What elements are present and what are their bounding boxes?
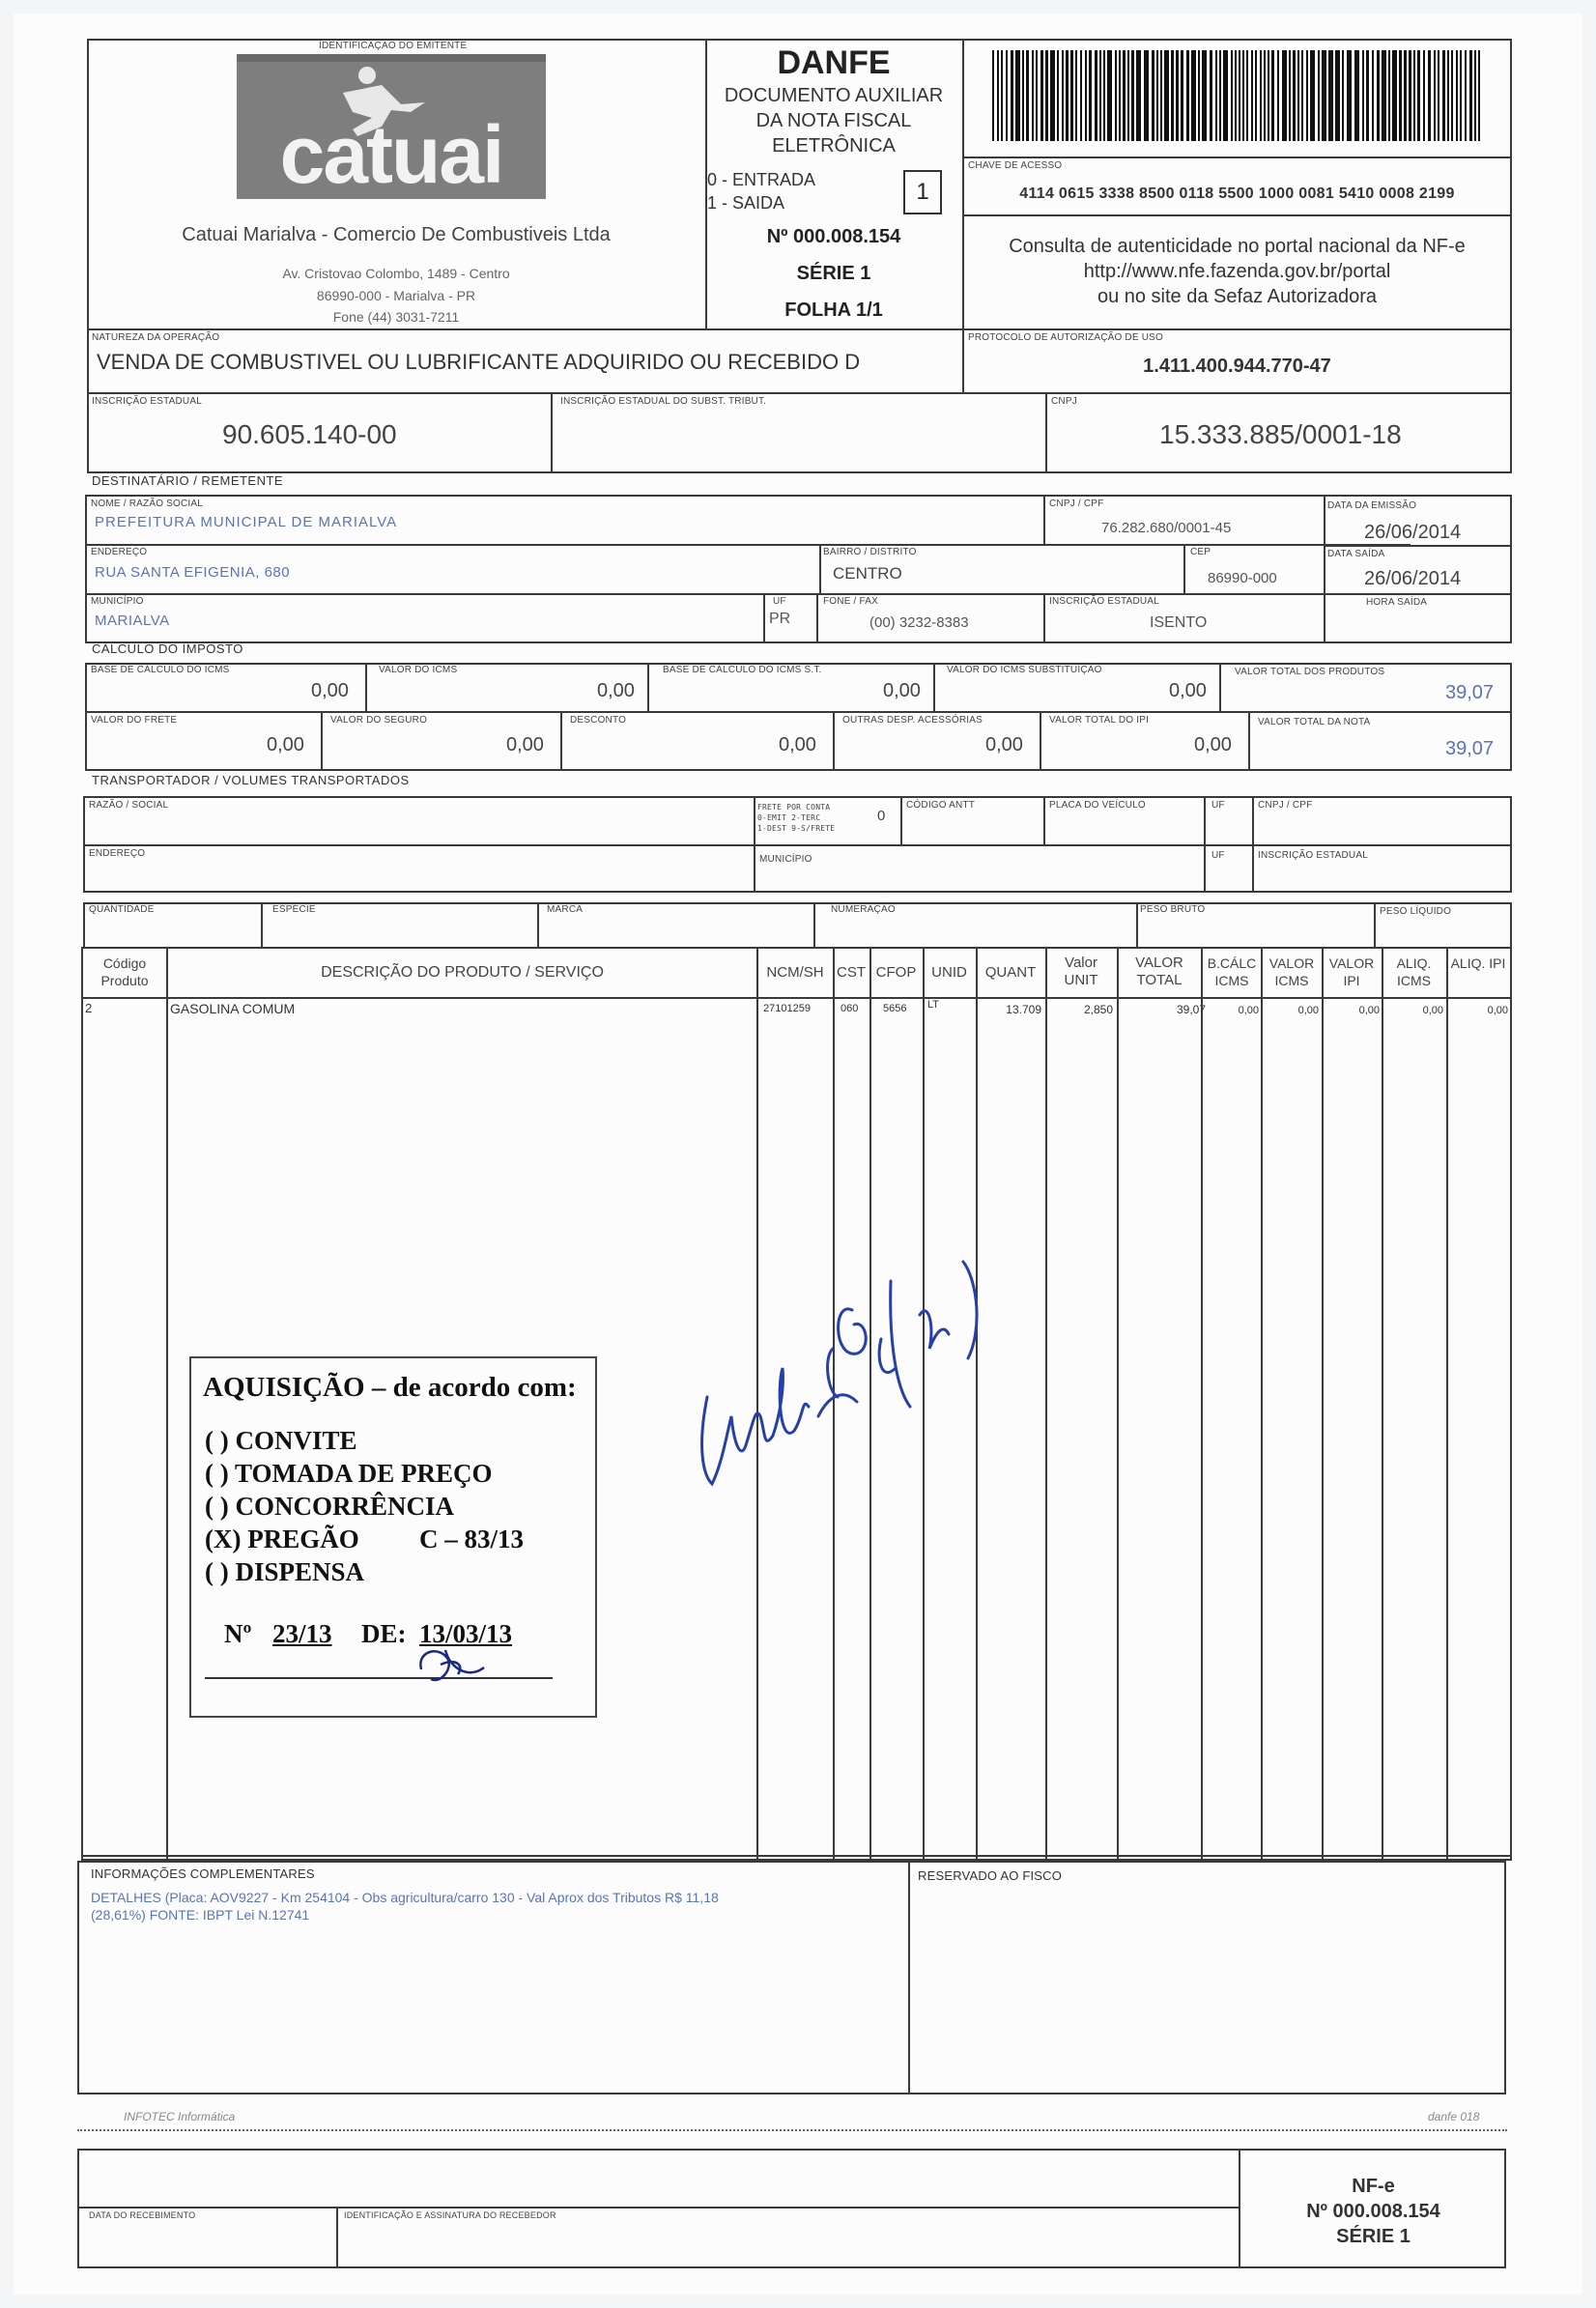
danfe-title: DANFE	[777, 44, 891, 81]
dest-ie-label: INSCRIÇÃO ESTADUAL	[1049, 596, 1159, 607]
complementares-text-1: DETALHES (Placa: AOV9227 - Km 254104 - Obs agricultura/carro 130 - Val Aprox dos Tributos R$ 11,18	[91, 1890, 719, 1905]
dest-bairro-label: BAIRRO / DISTRITO	[823, 547, 917, 557]
consulta-line-2: http://www.nfe.fazenda.gov.br/portal	[1083, 261, 1391, 282]
dest-endereco-label: ENDEREÇO	[91, 547, 148, 557]
company-address-2: 86990-000 - Marialva - PR	[316, 288, 476, 303]
base-icms-label: BASE DE CÁLCULO DO ICMS	[91, 665, 230, 675]
dest-endereco: RUA SANTA EFIGENIA, 680	[95, 564, 291, 581]
row-cfop: 5656	[883, 1003, 907, 1014]
th-aicms: ALIQ. ICMS	[1396, 955, 1432, 988]
logo-text: catuai	[279, 109, 503, 200]
th-vunit: Valor UNIT	[1064, 955, 1098, 988]
danfe-subtitle-1: DOCUMENTO AUXILIAR	[724, 85, 944, 106]
transp-ie-label: INSCRIÇÃO ESTADUAL	[1258, 850, 1368, 861]
desconto-label: DESCONTO	[570, 715, 627, 726]
destinatario-section: DESTINATÁRIO / REMETENTE	[92, 473, 284, 488]
frete-conta-1: FRETE POR CONTA	[757, 803, 831, 812]
danfe-template-id: danfe 018	[1428, 2110, 1480, 2123]
complementares-text-2: (28,61%) FONTE: IBPT Lei N.12741	[91, 1907, 310, 1923]
company-address-1: Av. Cristovao Colombo, 1489 - Centro	[282, 266, 510, 281]
th-vipi: VALOR IPI	[1328, 955, 1375, 988]
dest-cep: 86990-000	[1208, 570, 1277, 586]
stamp-num: 23/13	[272, 1619, 332, 1648]
base-icms: 0,00	[311, 680, 349, 701]
frete-conta-3: 1-DEST 9-S/FRETE	[757, 824, 836, 833]
row-vunit: 2,850	[1083, 1003, 1113, 1016]
row-unid: LT	[927, 999, 940, 1011]
outras: 0,00	[985, 734, 1023, 755]
protocolo-label: PROTOCOLO DE AUTORIZAÇÃO DE USO	[968, 332, 1163, 343]
valor-st-label: VALOR DO ICMS SUBSTITUIÇÃO	[947, 665, 1102, 675]
consulta-line-3: ou no site da Sefaz Autorizadora	[1097, 286, 1378, 307]
transp-uf2-label: UF	[1211, 850, 1225, 861]
fisco-label: RESERVADO AO FISCO	[918, 1868, 1063, 1883]
row-cst: 060	[841, 1003, 859, 1014]
peso-bruto-label: PESO BRUTO	[1140, 904, 1206, 915]
antt-label: CÓDIGO ANTT	[906, 800, 976, 811]
row-descricao: GASOLINA COMUM	[170, 1001, 296, 1016]
th-bcalc: B.CÁLC ICMS	[1207, 955, 1257, 988]
razao-label: RAZÃO / SOCIAL	[89, 800, 169, 811]
stamp-de-label: DE:	[361, 1619, 407, 1648]
canhoto-numero: Nº 000.008.154	[1306, 2201, 1440, 2222]
dest-fone-label: FONE / FAX	[823, 596, 879, 607]
recebimento-label: DATA DO RECEBIMENTO	[89, 2210, 196, 2220]
stamp-title: AQUISIÇÃO – de acordo com:	[203, 1372, 577, 1403]
company-phone: Fone (44) 3031-7211	[332, 309, 460, 325]
dest-saida-label: DATA SAÍDA	[1327, 549, 1385, 559]
stamp-underline	[205, 1677, 553, 1679]
saida-label: 1 - SAIDA	[707, 193, 785, 213]
stamp-pregao-code: C – 83/13	[419, 1524, 524, 1553]
danfe-subtitle-2: DA NOTA FISCAL	[755, 110, 912, 131]
nf-serie: SÉRIE 1	[796, 263, 871, 284]
complementares-label: INFORMAÇÕES COMPLEMENTARES	[91, 1866, 315, 1881]
th-ncm: NCM/SH	[766, 964, 824, 981]
th-cfop: CFOP	[875, 964, 917, 981]
placa-label: PLACA DO VEÍCULO	[1049, 800, 1146, 811]
cnpj-value: 15.333.885/0001-18	[1159, 419, 1402, 449]
dest-uf: PR	[769, 611, 791, 627]
transportador-section: TRANSPORTADOR / VOLUMES TRANSPORTADOS	[92, 773, 410, 787]
row-vtotal: 39,07	[1176, 1003, 1206, 1016]
th-vicms: VALOR ICMS	[1268, 955, 1315, 988]
dest-uf-label: UF	[773, 596, 786, 607]
handwritten-signature-icon	[688, 1223, 1016, 1503]
protocolo-value: 1.411.400.944.770-47	[1143, 356, 1331, 377]
dest-fone: (00) 3232-8383	[869, 614, 969, 631]
dest-nome: PREFEITURA MUNICIPAL DE MARIALVA	[95, 514, 398, 530]
ie-st-label: INSCRIÇÃO ESTADUAL DO SUBST. TRIBUT.	[560, 396, 767, 407]
th-codigo: Código Produto	[100, 955, 149, 988]
stamp-opt-concorrencia: ( ) CONCORRÊNCIA	[205, 1492, 454, 1521]
transp-endereco-label: ENDEREÇO	[89, 848, 146, 859]
dest-nome-label: NOME / RAZÃO SOCIAL	[91, 499, 204, 509]
th-descricao: DESCRIÇÃO DO PRODUTO / SERVIÇO	[321, 964, 604, 981]
total-prod-label: VALOR TOTAL DOS PRODUTOS	[1235, 667, 1385, 677]
stamp-opt-tomada: ( ) TOMADA DE PREÇO	[205, 1459, 493, 1488]
row-aipi: 0,00	[1487, 1005, 1508, 1016]
assinatura-label: IDENTIFICAÇÃO E ASSINATURA DO RECEBEDOR	[344, 2210, 556, 2220]
th-quant: QUANT	[984, 964, 1037, 981]
stamp-num-label: Nº	[224, 1619, 252, 1648]
dest-municipio: MARIALVA	[95, 613, 170, 629]
danfe-subtitle-3: ELETRÔNICA	[772, 135, 896, 157]
nf-number: Nº 000.008.154	[766, 226, 901, 247]
company-logo	[237, 54, 546, 199]
seguro-label: VALOR DO SEGURO	[330, 715, 428, 726]
dest-cnpj-label: CNPJ / CPF	[1049, 499, 1104, 509]
dest-cnpj: 76.282.680/0001-45	[1101, 520, 1232, 536]
numeracao-label: NUMERAÇÃO	[831, 904, 896, 915]
stamp-opt-convite: ( ) CONVITE	[205, 1426, 357, 1455]
seguro: 0,00	[506, 734, 544, 755]
barcode	[990, 50, 1485, 141]
stamp-opt-pregao: (X) PREGÃO	[205, 1524, 359, 1553]
total-nota: 39,07	[1445, 738, 1495, 759]
ie-value: 90.605.140-00	[222, 419, 397, 449]
aquisicao-stamp	[189, 1356, 597, 1718]
stamp-date: 13/03/13	[419, 1619, 513, 1648]
dest-hora-label: HORA SAÍDA	[1366, 597, 1428, 608]
dest-ie: ISENTO	[1150, 614, 1208, 631]
company-name: Catuai Marialva - Comercio De Combustiveis Ltda	[182, 224, 611, 245]
cnpj-label: CNPJ	[1051, 396, 1077, 407]
natureza-label: NATUREZA DA OPERAÇÃO	[92, 332, 220, 343]
transp-municipio-label: MUNICÍPIO	[759, 854, 812, 865]
total-nota-label: VALOR TOTAL DA NOTA	[1258, 717, 1371, 727]
quantidade-label: QUANTIDADE	[89, 904, 155, 915]
stamp-opt-dispensa: ( ) DISPENSA	[205, 1557, 365, 1586]
tipo-box: 1	[903, 170, 942, 214]
especie-label: ESPÉCIE	[272, 904, 316, 915]
ipi: 0,00	[1194, 734, 1232, 755]
row-quant: 13.709	[1006, 1003, 1041, 1016]
transp-uf-label: UF	[1211, 800, 1225, 811]
total-prod: 39,07	[1445, 682, 1495, 703]
stamp-initials-icon	[412, 1640, 489, 1689]
entrada-label: 0 - ENTRADA	[707, 170, 816, 189]
imposto-section: CÁLCULO DO IMPOSTO	[92, 641, 243, 656]
frete-conta-2: 0-EMIT 2-TERC	[757, 813, 821, 822]
base-st-label: BASE DE CÁLCULO DO ICMS S.T.	[663, 665, 822, 675]
base-st: 0,00	[883, 680, 921, 701]
cut-line	[77, 2129, 1507, 2131]
frete-conta-value: 0	[877, 808, 886, 824]
ie-label: INSCRIÇÃO ESTADUAL	[92, 396, 202, 407]
frete-label: VALOR DO FRETE	[91, 715, 178, 726]
dest-saida: 26/06/2014	[1364, 568, 1462, 589]
valor-st: 0,00	[1169, 680, 1207, 701]
transp-cnpj-label: CNPJ / CPF	[1258, 800, 1313, 811]
valor-icms-label: VALOR DO ICMS	[379, 665, 458, 675]
canhoto-nfe: NF-e	[1352, 2176, 1395, 2197]
peso-liquido-label: PESO LÍQUIDO	[1380, 906, 1452, 917]
row-vipi: 0,00	[1358, 1005, 1380, 1016]
ipi-label: VALOR TOTAL DO IPI	[1049, 715, 1150, 726]
th-aipi: ALIQ. IPI	[1450, 955, 1506, 971]
chave-acesso: 4114 0615 3338 8500 0118 5500 1000 0081 5410 0008 2199	[1019, 185, 1455, 202]
barcode-icon	[990, 50, 1485, 141]
th-vtotal: VALOR TOTAL	[1135, 955, 1183, 988]
th-unid: UNID	[931, 964, 967, 981]
dest-cep-label: CEP	[1190, 547, 1211, 557]
dest-bairro: CENTRO	[833, 564, 902, 583]
nf-folha: FOLHA 1/1	[784, 299, 883, 321]
row-vicms: 0,00	[1297, 1005, 1319, 1016]
row-bcalc: 0,00	[1238, 1005, 1259, 1016]
dest-emissao: 26/06/2014	[1364, 522, 1462, 543]
outras-label: OUTRAS DESP. ACESSÓRIAS	[842, 715, 983, 726]
natureza-value: VENDA DE COMBUSTIVEL OU LUBRIFICANTE ADQUIRIDO OU RECEBIDO D	[97, 350, 861, 374]
valor-icms: 0,00	[597, 680, 635, 701]
dest-emissao-label: DATA DA EMISSÃO	[1327, 500, 1417, 511]
chave-label: CHAVE DE ACESSO	[968, 160, 1063, 171]
th-cst: CST	[837, 964, 866, 981]
consulta-line-1: Consulta de autenticidade no portal nacional da NF-e	[1009, 236, 1466, 257]
desconto: 0,00	[779, 734, 816, 755]
canhoto-serie: SÉRIE 1	[1336, 2226, 1411, 2247]
marca-label: MARCA	[547, 904, 584, 915]
frete: 0,00	[267, 734, 304, 755]
row-ncm: 27101259	[763, 1003, 811, 1014]
dest-municipio-label: MUNICÍPIO	[91, 596, 144, 607]
emitter-label: IDENTIFICAÇÃO DO EMITENTE	[319, 41, 468, 51]
row-aicms: 0,00	[1422, 1005, 1443, 1016]
row-codigo: 2	[85, 1001, 93, 1015]
software-credit: INFOTEC Informática	[124, 2110, 236, 2123]
